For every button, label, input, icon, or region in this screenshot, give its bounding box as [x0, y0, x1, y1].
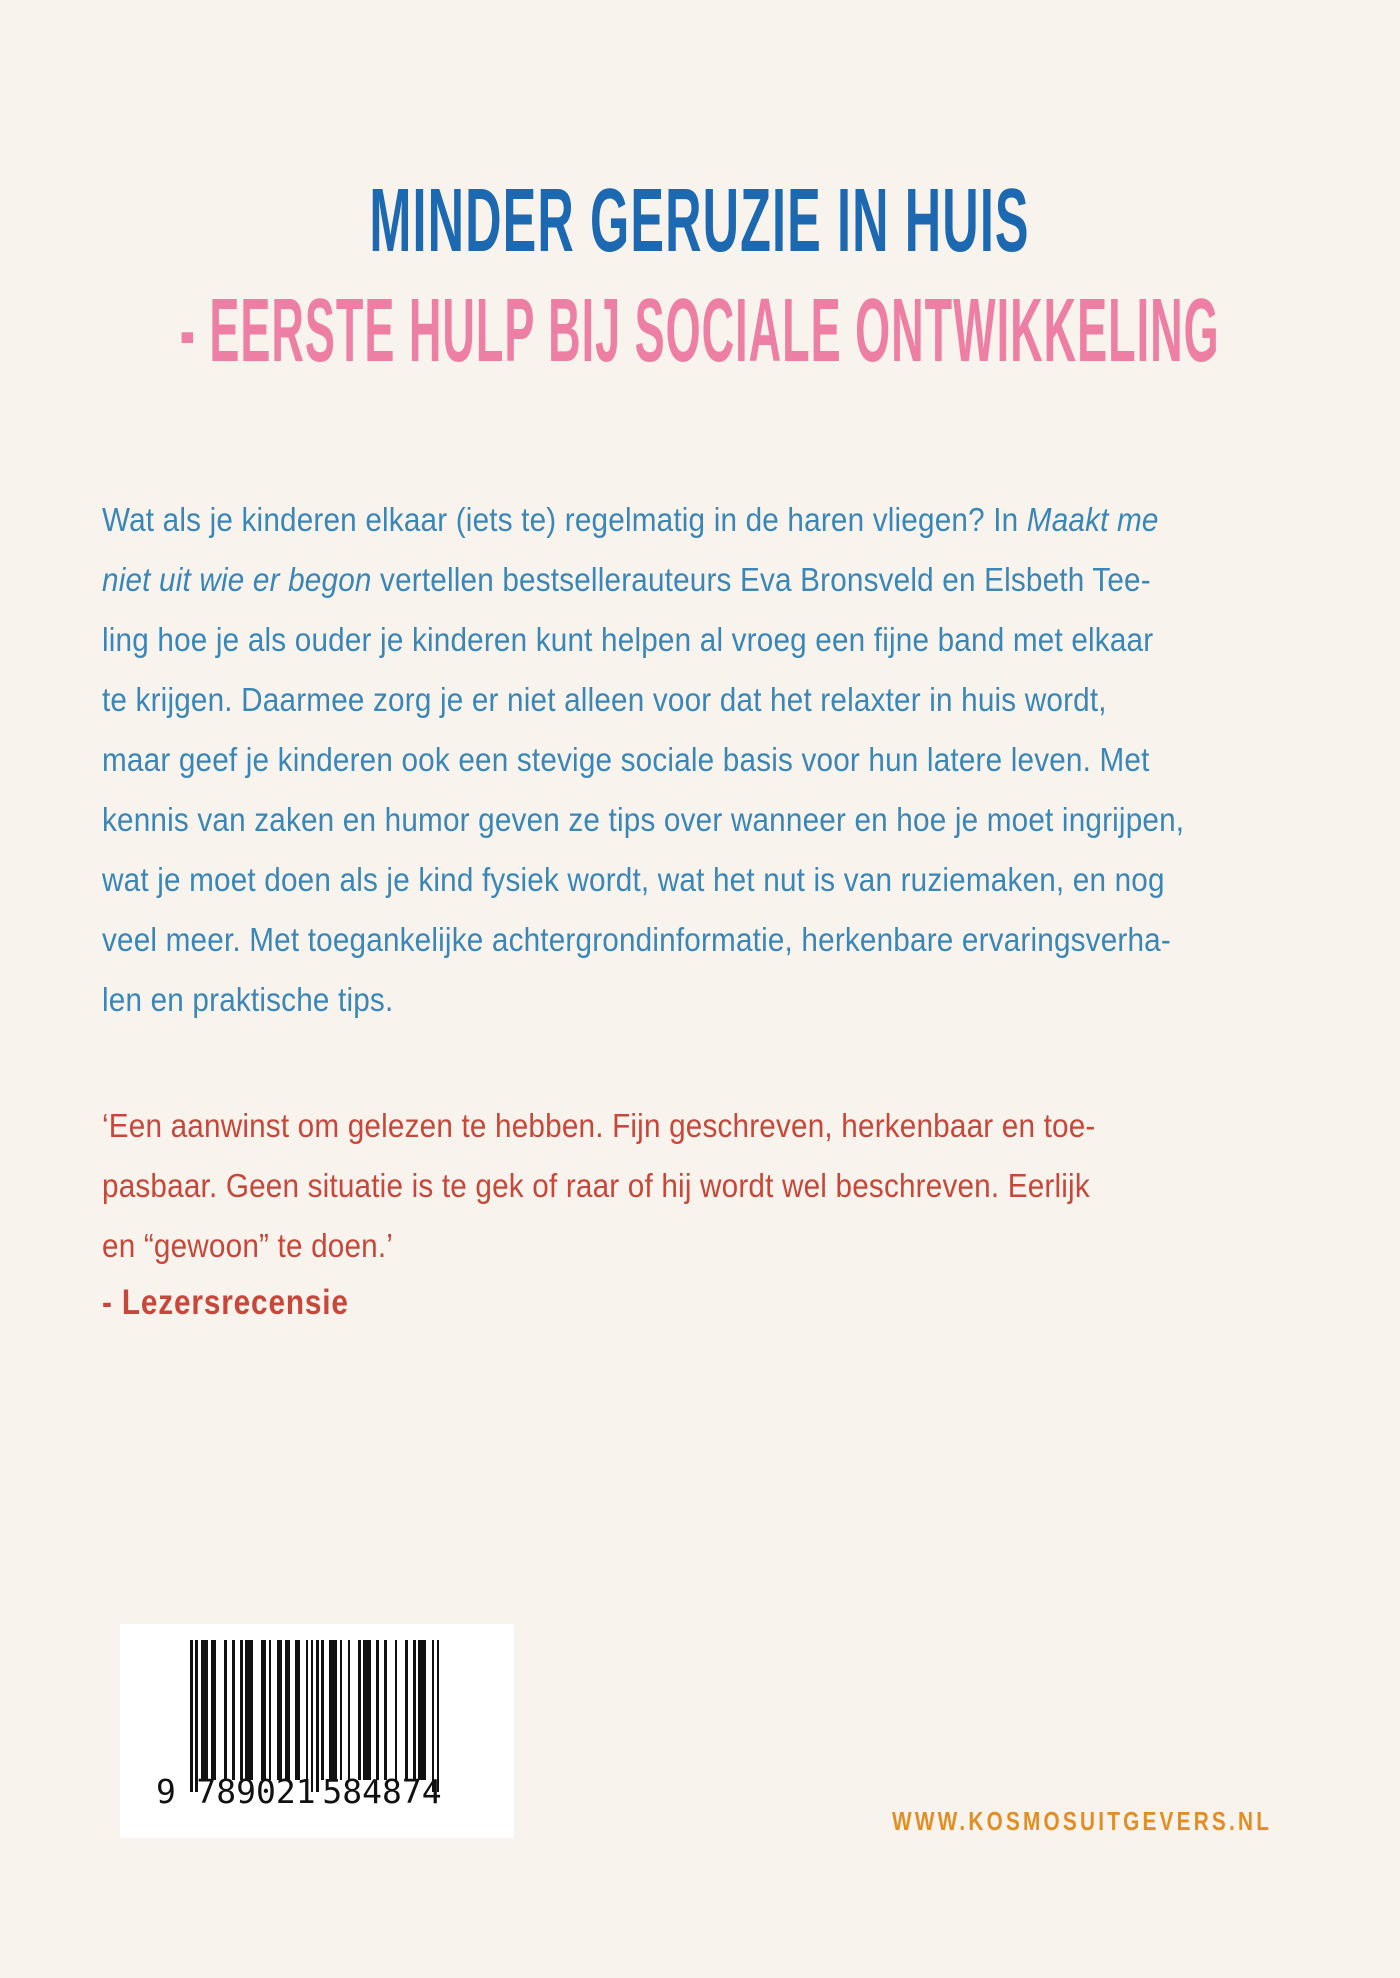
publisher-url-row [797, 1806, 1272, 1837]
barcode-digits-right: 584874 [322, 1772, 442, 1811]
blurb-paragraph [102, 490, 1236, 1030]
text-line: en “gewoon” te doen.’ [102, 1227, 394, 1264]
text-line: maar geef je kinderen ook een stevige sociale basis voor hun latere leven. Met [102, 741, 1150, 778]
barcode-bar [437, 1640, 440, 1792]
text-line: te krijgen. Daarmee zorg je er niet alleen voor dat het relaxter in huis wordt, [102, 681, 1107, 718]
review-attribution-row [102, 1284, 392, 1323]
barcode-digits-left: 789021 [196, 1772, 316, 1811]
review-quote [102, 1096, 1236, 1276]
barcode [120, 1624, 514, 1838]
text-line: ‘Een aanwinst om gelezen te hebben. Fijn geschreven, herkenbaar en toe- [102, 1107, 1096, 1144]
text-line: niet uit wie er begon vertellen bestsellerauteurs Eva Bronsveld en Elsbeth Tee- [102, 561, 1151, 598]
book-subtitle: - EERSTE HULP BIJ SOCIALE ONTWIKKELING [180, 281, 1220, 381]
title-row [0, 171, 1400, 271]
text-line: pasbaar. Geen situatie is te gek of raar of hij wordt wel beschreven. Eerlijk [102, 1167, 1090, 1204]
text-line: ling hoe je als ouder je kinderen kunt helpen al vroeg een fijne band met elkaar [102, 621, 1154, 658]
book-title: MINDER GERUZIE IN HUIS [369, 171, 1031, 271]
text-line: len en praktische tips. [102, 981, 394, 1018]
publisher-url: WWW.KOSMOSUITGEVERS.NL [891, 1806, 1272, 1836]
text-line: veel meer. Met toegankelijke achtergrondinformatie, herkenbare ervaringsverha- [102, 921, 1171, 958]
text-line: Wat als je kinderen elkaar (iets te) regelmatig in de haren vliegen? In Maakt me [102, 501, 1159, 538]
barcode-digit-first: 9 [156, 1772, 176, 1811]
barcode-bars [190, 1640, 439, 1792]
text-line: kennis van zaken en humor geven ze tips over wanneer en hoe je moet ingrijpen, [102, 801, 1185, 838]
review-attribution: - Lezersrecensie [102, 1283, 349, 1322]
subtitle-row [0, 281, 1400, 381]
text-line: wat je moet doen als je kind fysiek wordt, wat het nut is van ruziemaken, en nog [102, 861, 1165, 898]
